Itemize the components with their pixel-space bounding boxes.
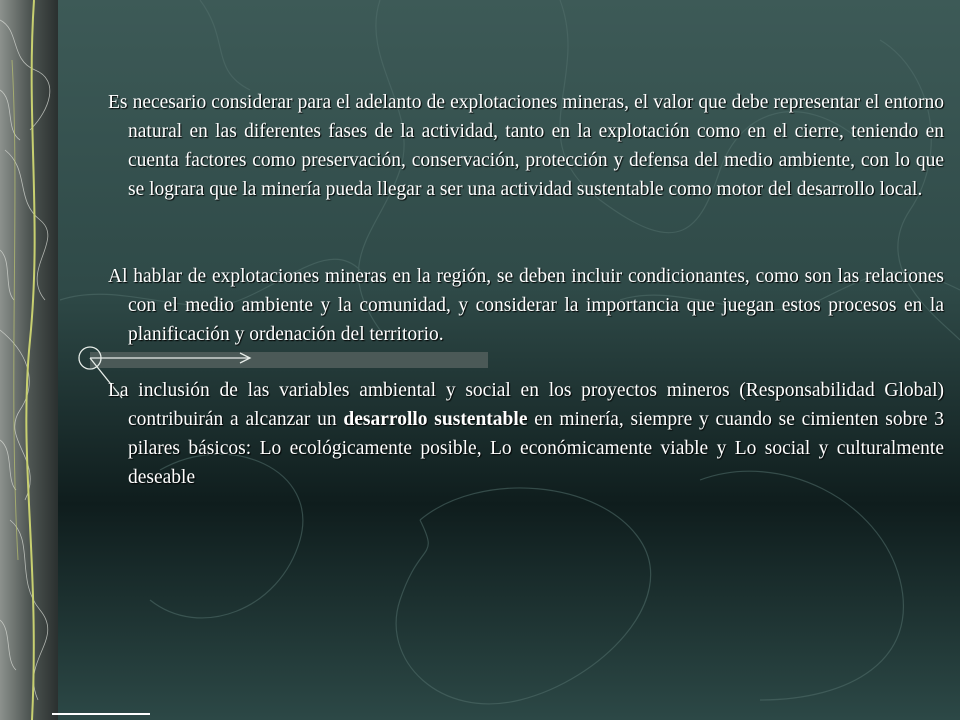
paragraph-3-text-after: en minería, siempre y cuando se cimienten sobre 3 pilares básicos: Lo ecológicamente posible, Lo económicamente viable y Lo social y culturalmente deseable bbox=[128, 409, 944, 488]
paragraph-1 bbox=[108, 88, 944, 204]
paragraph-3 bbox=[108, 376, 944, 492]
bottom-accent-line bbox=[52, 713, 150, 715]
paragraph-3-text-before: La inclusión de las variables ambiental y social en los proyectos mineros (Responsabilidad Global) contribuirán a alcanzar un bbox=[108, 380, 944, 430]
paragraph-2-text: Al hablar de explotaciones mineras en la región, se deben incluir condicionantes, como son las relaciones con el medio ambiente y la comunidad, y considerar la importancia que juegan estos procesos en la planificación y ordenación del territorio. bbox=[108, 266, 944, 345]
paragraph-2 bbox=[108, 262, 944, 349]
paragraph-3-emphasis: desarrollo sustentable bbox=[343, 409, 528, 430]
paragraph-1-text: Es necesario considerar para el adelanto de explotaciones mineras, el valor que debe representar el entorno natural en las diferentes fases de la actividad, tanto en la explotación como en el cierre, teniendo en cuenta factores como preservación, conservación, protección y defensa del medio ambiente, con lo que se lograra que la minería pueda llegar a ser una actividad sustentable como motor del desarrollo local. bbox=[108, 92, 944, 200]
topographic-map-strip bbox=[0, 0, 58, 720]
